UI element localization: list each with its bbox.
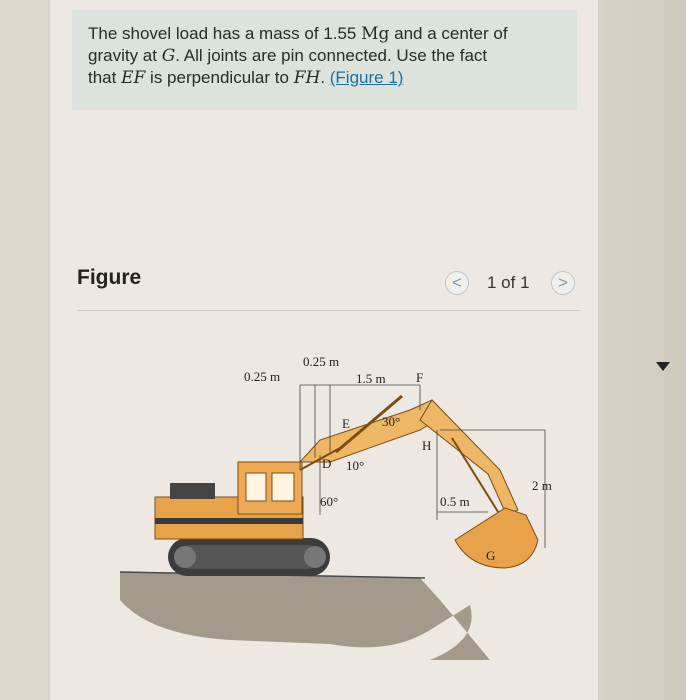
chevron-right-icon: >: [558, 273, 568, 292]
figure-title: Figure: [77, 266, 142, 289]
ground-mound: [120, 572, 490, 660]
problem-line-3: that EF is perpendicular to FH. (Figure 1): [88, 68, 404, 88]
cab-window-2: [272, 473, 294, 501]
label-point-h: H: [422, 438, 432, 453]
chevron-left-icon: <: [452, 273, 462, 292]
unit-mg: Mg: [361, 24, 390, 44]
figure-page-count: 1 of 1: [487, 273, 530, 292]
engine-hood: [170, 483, 215, 499]
label-dim-half: 0.5 m: [440, 494, 470, 509]
symbol-ef: EF: [121, 68, 146, 88]
problem-line-2: gravity at G. All joints are pin connected. Use the fact: [88, 46, 488, 66]
shovel-bucket: [455, 508, 538, 568]
label-angle-30: 30°: [382, 414, 401, 429]
label-point-e: E: [342, 416, 350, 431]
symbol-g: G: [161, 46, 176, 66]
label-dim-top: 0.25 m: [303, 354, 340, 369]
figure-link[interactable]: (Figure 1): [329, 68, 404, 87]
label-dim-2m: 2 m: [532, 478, 552, 493]
label-point-f: F: [416, 370, 424, 385]
boom: [300, 400, 440, 462]
body-stripe: [155, 518, 303, 524]
label-angle-10: 10°: [346, 458, 365, 473]
label-angle-60: 60°: [320, 494, 339, 509]
symbol-fh: FH: [293, 68, 321, 88]
problem-line-1: The shovel load has a mass of 1.55 Mg and a center of: [88, 24, 508, 44]
track-wheel-right: [304, 546, 326, 568]
label-dim-boom: 1.5 m: [356, 371, 386, 386]
track-wheel-left: [174, 546, 196, 568]
track-inner: [178, 545, 320, 569]
label-dim-left: 0.25 m: [244, 369, 281, 384]
label-point-d: D: [322, 456, 332, 471]
label-point-g: G: [486, 548, 496, 563]
cab-window-1: [246, 473, 266, 501]
